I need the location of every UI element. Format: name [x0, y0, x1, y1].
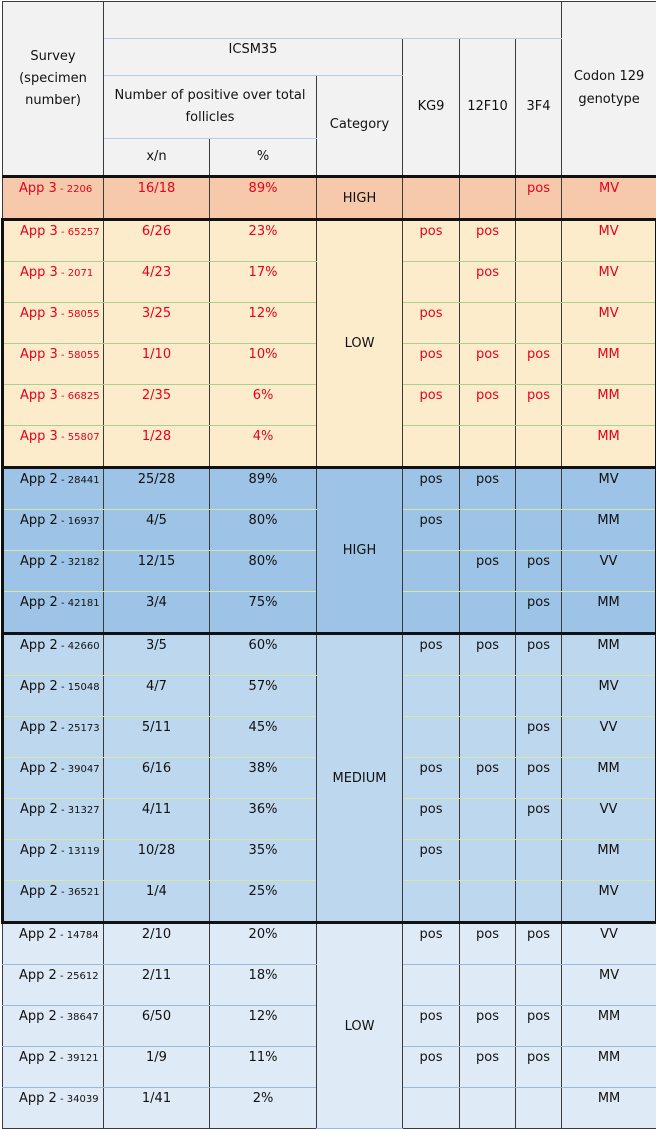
table-cell: pos [516, 923, 562, 965]
table-cell: 4/7 [104, 676, 210, 717]
specimen-number: - 58055 [58, 309, 100, 320]
header-percent: % [210, 139, 317, 177]
table-row [3, 634, 656, 676]
appendix-label: App 2 [19, 1009, 57, 1024]
table-cell [460, 510, 516, 551]
table-cell: pos [516, 551, 562, 592]
table-cell: 12% [210, 303, 317, 344]
table-cell: 57% [210, 676, 317, 717]
table-cell: 3/5 [104, 634, 210, 676]
table-cell [3, 551, 104, 592]
appendix-label: App 3 [19, 181, 57, 196]
header-icsm35: ICSM35 [104, 39, 403, 76]
table-cell: 10/28 [104, 840, 210, 881]
table-cell: pos [403, 468, 460, 510]
table-cell: pos [403, 799, 460, 840]
table-cell: 6/26 [104, 220, 210, 262]
specimen-number: - 28441 [58, 475, 100, 486]
table-cell [3, 965, 104, 1006]
table-cell: pos [403, 344, 460, 385]
table-cell: 38% [210, 758, 317, 799]
table-cell: 75% [210, 592, 317, 634]
specimen-number: - 2071 [58, 268, 93, 279]
table-cell: MM [562, 344, 656, 385]
table-cell: pos [460, 634, 516, 676]
table-cell [403, 262, 460, 303]
specimen-number: - 36521 [58, 887, 100, 898]
table-row [3, 923, 656, 965]
table-cell: MV [562, 177, 656, 220]
specimen-number: - 13119 [58, 846, 100, 857]
header-kg9: KG9 [403, 39, 460, 177]
specimen-number: - 31327 [58, 805, 100, 816]
table-cell: pos [460, 923, 516, 965]
table-cell: pos [403, 220, 460, 262]
table-cell [3, 634, 104, 676]
table-cell: 20% [210, 923, 317, 965]
appendix-label: App 2 [20, 720, 58, 735]
appendix-label: App 2 [19, 927, 57, 942]
table-cell: 1/10 [104, 344, 210, 385]
specimen-number: - 39047 [58, 764, 100, 775]
table-cell [516, 965, 562, 1006]
table-cell [3, 426, 104, 468]
table-cell [3, 840, 104, 881]
appendix-label: App 2 [20, 884, 58, 899]
appendix-label: App 2 [20, 595, 58, 610]
table-cell [460, 717, 516, 758]
table-cell: pos [460, 1006, 516, 1047]
table-cell: 4/5 [104, 510, 210, 551]
table-cell [3, 1047, 104, 1088]
header-12f10: 12F10 [460, 39, 516, 177]
table-cell [516, 840, 562, 881]
specimen-number: - 65257 [58, 227, 100, 238]
table-cell: VV [562, 717, 656, 758]
appendix-label: App 2 [20, 638, 58, 653]
header-xn: x/n [104, 139, 210, 177]
table-cell: pos [460, 385, 516, 426]
table-cell: pos [403, 634, 460, 676]
table-cell [403, 551, 460, 592]
table-cell: MM [562, 840, 656, 881]
category-cell: LOW [317, 220, 403, 468]
table-cell: pos [460, 468, 516, 510]
table-cell: pos [403, 1006, 460, 1047]
appendix-label: App 2 [20, 472, 58, 487]
header-survey: Survey (specimen number) [3, 2, 104, 177]
table-cell [403, 177, 460, 220]
table-cell [3, 262, 104, 303]
table-cell: MM [562, 1006, 656, 1047]
table-cell: pos [516, 1006, 562, 1047]
table-cell [460, 799, 516, 840]
header-3f4: 3F4 [516, 39, 562, 177]
table-cell: 36% [210, 799, 317, 840]
table-cell: 6/50 [104, 1006, 210, 1047]
table-cell: VV [562, 799, 656, 840]
table-cell: 1/41 [104, 1088, 210, 1129]
category-cell: HIGH [317, 468, 403, 634]
table-cell: 12% [210, 1006, 317, 1047]
table-cell: MM [562, 385, 656, 426]
table-cell [460, 426, 516, 468]
results-table [1, 1, 656, 1129]
table-cell [516, 1088, 562, 1129]
specimen-number: - 66825 [58, 391, 100, 402]
table-cell [516, 881, 562, 923]
table-cell: pos [516, 758, 562, 799]
category-cell: MEDIUM [317, 634, 403, 923]
table-cell: 23% [210, 220, 317, 262]
table-cell: 12/15 [104, 551, 210, 592]
header-blank [104, 2, 562, 39]
table-cell: MV [562, 303, 656, 344]
table-cell [460, 881, 516, 923]
specimen-number: - 32182 [58, 557, 100, 568]
table-cell: 2/35 [104, 385, 210, 426]
category-cell: HIGH [317, 177, 403, 220]
table-cell: VV [562, 923, 656, 965]
table-cell: MV [562, 965, 656, 1006]
table-cell: pos [460, 262, 516, 303]
table-cell: MM [562, 758, 656, 799]
table-cell: pos [460, 220, 516, 262]
table-cell: MM [562, 1088, 656, 1129]
table-cell: pos [403, 758, 460, 799]
table-cell [3, 881, 104, 923]
table-cell: 5/11 [104, 717, 210, 758]
table-cell: pos [516, 385, 562, 426]
table-cell: 6/16 [104, 758, 210, 799]
specimen-number: - 39121 [57, 1053, 99, 1064]
table-cell [3, 344, 104, 385]
appendix-label: App 3 [20, 429, 58, 444]
appendix-label: App 2 [19, 1050, 57, 1065]
table-cell: 11% [210, 1047, 317, 1088]
table-cell [403, 965, 460, 1006]
table-cell [460, 177, 516, 220]
table-row [3, 177, 656, 220]
table-cell [3, 468, 104, 510]
appendix-label: App 2 [20, 761, 58, 776]
table-cell [3, 1006, 104, 1047]
table-cell: 4/23 [104, 262, 210, 303]
table-cell: MV [562, 262, 656, 303]
specimen-number: - 15048 [58, 682, 100, 693]
table-cell [516, 468, 562, 510]
table-cell [516, 262, 562, 303]
table-cell [516, 426, 562, 468]
specimen-number: - 14784 [57, 930, 99, 941]
table-cell: 89% [210, 468, 317, 510]
appendix-label: App 3 [20, 224, 58, 239]
specimen-number: - 58055 [58, 350, 100, 361]
table-cell: 25% [210, 881, 317, 923]
table-cell: pos [403, 385, 460, 426]
table-cell: MV [562, 220, 656, 262]
table-cell [460, 676, 516, 717]
table-cell [3, 717, 104, 758]
table-cell: 3/25 [104, 303, 210, 344]
table-cell: 80% [210, 510, 317, 551]
table-cell: pos [460, 344, 516, 385]
appendix-label: App 2 [20, 843, 58, 858]
appendix-label: App 2 [20, 802, 58, 817]
table-cell: pos [403, 923, 460, 965]
table-cell [3, 799, 104, 840]
table-cell: MV [562, 676, 656, 717]
header-codon: Codon 129 genotype [562, 2, 656, 177]
table-cell: pos [516, 799, 562, 840]
table-cell: pos [403, 840, 460, 881]
table-cell: 60% [210, 634, 317, 676]
table-cell [460, 965, 516, 1006]
specimen-number: - 34039 [57, 1094, 99, 1105]
appendix-label: App 3 [20, 347, 58, 362]
table-cell: 4/11 [104, 799, 210, 840]
table-cell [460, 840, 516, 881]
table-cell: 35% [210, 840, 317, 881]
table-cell [3, 1088, 104, 1129]
table-cell: 3/4 [104, 592, 210, 634]
appendix-label: App 2 [20, 513, 58, 528]
table-cell: MM [562, 592, 656, 634]
header-positive-follicles: Number of positive over total follicles [104, 76, 317, 139]
table-cell [403, 676, 460, 717]
table-cell: MM [562, 510, 656, 551]
table-cell: 4% [210, 426, 317, 468]
table-cell [516, 303, 562, 344]
table-row [3, 468, 656, 510]
table-cell: pos [460, 551, 516, 592]
specimen-number: - 42181 [58, 598, 100, 609]
table-cell [3, 385, 104, 426]
table-cell: pos [516, 592, 562, 634]
table-cell: 2% [210, 1088, 317, 1129]
table-cell: pos [516, 344, 562, 385]
table-cell: 6% [210, 385, 317, 426]
specimen-number: - 42660 [58, 641, 100, 652]
table-cell: 18% [210, 965, 317, 1006]
table-cell [3, 220, 104, 262]
table-cell [3, 177, 104, 220]
table-cell: VV [562, 551, 656, 592]
table-cell: MV [562, 468, 656, 510]
specimen-number: - 25173 [58, 723, 100, 734]
specimen-number: - 16937 [58, 516, 100, 527]
table-cell: MM [562, 426, 656, 468]
table-cell [3, 510, 104, 551]
specimen-number: - 55807 [58, 432, 100, 443]
table-cell: 1/4 [104, 881, 210, 923]
appendix-label: App 2 [20, 554, 58, 569]
table-cell [403, 1088, 460, 1129]
appendix-label: App 2 [19, 1091, 57, 1106]
table-cell [3, 592, 104, 634]
table-cell: 2/11 [104, 965, 210, 1006]
table-row [3, 220, 656, 262]
specimen-number: - 25612 [57, 971, 99, 982]
table-cell: pos [460, 1047, 516, 1088]
table-cell: pos [403, 510, 460, 551]
table-cell: 16/18 [104, 177, 210, 220]
table-cell: pos [516, 1047, 562, 1088]
table-cell: 89% [210, 177, 317, 220]
header-category: Category [317, 76, 403, 177]
table-cell: MM [562, 1047, 656, 1088]
table-cell: pos [516, 634, 562, 676]
appendix-label: App 3 [20, 388, 58, 403]
table-cell: 45% [210, 717, 317, 758]
table-cell [460, 303, 516, 344]
table-cell [460, 1088, 516, 1129]
table-cell [3, 923, 104, 965]
table-cell: 25/28 [104, 468, 210, 510]
table-cell [460, 592, 516, 634]
table-cell [516, 510, 562, 551]
table-cell: pos [460, 758, 516, 799]
table-cell [516, 220, 562, 262]
table-cell: MM [562, 634, 656, 676]
table-cell: pos [403, 303, 460, 344]
table-cell [3, 676, 104, 717]
category-cell: LOW [317, 923, 403, 1129]
appendix-label: App 3 [20, 306, 58, 321]
table-cell: MV [562, 881, 656, 923]
table-cell: 2/10 [104, 923, 210, 965]
table-cell: 1/28 [104, 426, 210, 468]
table-cell: pos [516, 177, 562, 220]
specimen-number: - 38647 [57, 1012, 99, 1023]
table-cell: 10% [210, 344, 317, 385]
table-cell [403, 717, 460, 758]
appendix-label: App 2 [19, 968, 57, 983]
table-cell [3, 303, 104, 344]
table-cell: pos [516, 717, 562, 758]
table-cell: 17% [210, 262, 317, 303]
appendix-label: App 3 [20, 265, 58, 280]
table-cell [403, 592, 460, 634]
appendix-label: App 2 [20, 679, 58, 694]
table-cell: pos [403, 1047, 460, 1088]
table-cell [403, 426, 460, 468]
table-cell [403, 881, 460, 923]
specimen-number: - 2206 [57, 184, 92, 195]
table-cell: 1/9 [104, 1047, 210, 1088]
table-cell: 80% [210, 551, 317, 592]
table-cell [516, 676, 562, 717]
table-cell [3, 758, 104, 799]
